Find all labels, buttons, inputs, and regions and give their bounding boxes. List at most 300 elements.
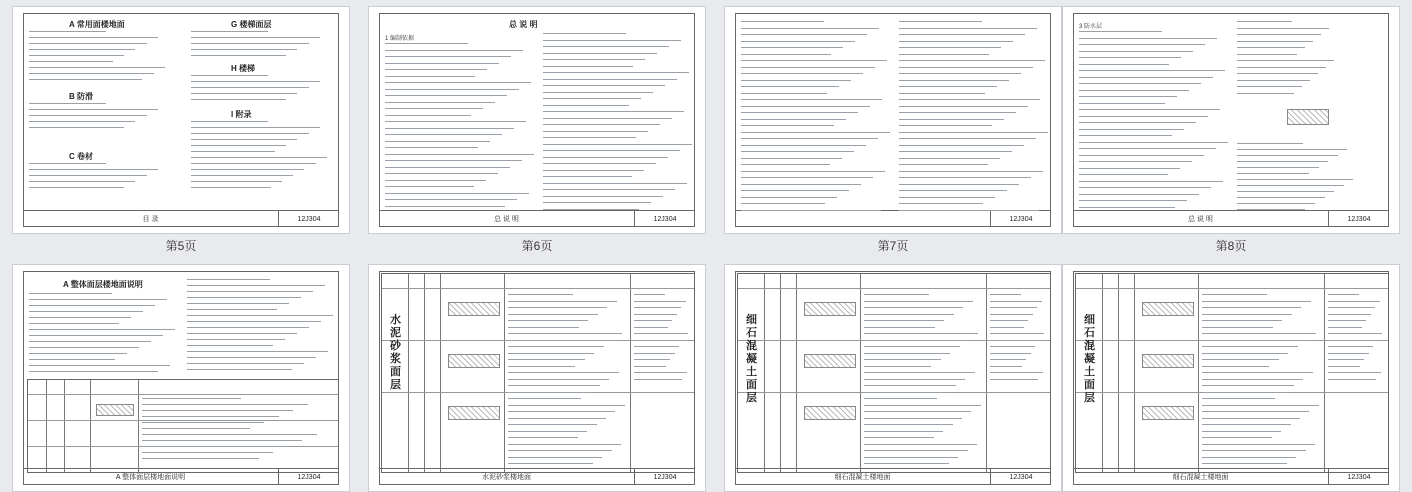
text-line — [1237, 143, 1303, 144]
page-thumbnail[interactable] — [1062, 264, 1400, 492]
text-line — [508, 424, 597, 425]
text-line — [29, 37, 158, 38]
text-line — [1202, 405, 1319, 406]
text-line — [741, 125, 834, 126]
text-line — [1079, 70, 1225, 71]
side-title: 细石混凝土面层 — [1084, 314, 1095, 404]
text-line — [508, 418, 606, 419]
text-line — [191, 145, 286, 146]
section-heading: 3 防水层 — [1079, 24, 1103, 30]
text-line — [741, 21, 824, 22]
page-label: 第6页 — [521, 239, 553, 253]
text-line — [29, 371, 158, 372]
text-line — [741, 106, 870, 107]
text-line — [187, 369, 292, 370]
text-line — [899, 67, 1033, 68]
text-line — [29, 329, 175, 330]
text-line — [191, 75, 268, 76]
text-line — [1079, 174, 1168, 175]
text-line — [1079, 207, 1175, 208]
text-line — [29, 115, 147, 116]
text-line — [29, 335, 163, 336]
text-line — [508, 450, 612, 451]
text-line — [741, 138, 878, 139]
text-line — [142, 440, 302, 441]
text-line — [1202, 294, 1267, 295]
text-line — [543, 46, 669, 47]
text-line — [508, 379, 609, 380]
text-line — [385, 134, 502, 135]
text-line — [1079, 148, 1216, 149]
text-line — [864, 372, 975, 373]
text-line — [508, 301, 617, 302]
text-line — [899, 184, 1019, 185]
text-line — [543, 66, 633, 67]
text-line — [899, 54, 989, 55]
text-line — [899, 145, 1024, 146]
page-thumbnail[interactable] — [1062, 6, 1400, 234]
text-line — [1237, 161, 1328, 162]
text-line — [990, 294, 1021, 295]
text-line — [1202, 366, 1269, 367]
text-line — [543, 144, 692, 145]
text-line — [1237, 34, 1321, 35]
text-line — [191, 133, 309, 134]
text-line — [1237, 197, 1325, 198]
text-line — [741, 34, 867, 35]
text-line — [142, 452, 273, 453]
text-line — [899, 99, 1040, 100]
text-line — [1237, 60, 1334, 61]
page-label: 第8页 — [1215, 239, 1247, 253]
index-heading: C 卷材 — [69, 152, 93, 161]
text-line — [1202, 359, 1279, 360]
table-column-divider — [796, 274, 797, 472]
floor-section-drawing — [448, 406, 500, 420]
text-line — [634, 340, 684, 341]
text-line — [187, 297, 301, 298]
text-line — [864, 405, 981, 406]
doc-heading: A 整体面层楼地面说明 — [63, 280, 143, 289]
title-block-title: 细石混凝土楼地面 — [1073, 469, 1329, 485]
text-line — [142, 422, 264, 423]
text-line — [1079, 161, 1192, 162]
text-line — [191, 87, 309, 88]
page-thumbnail[interactable] — [724, 6, 1062, 234]
text-line — [543, 40, 681, 41]
text-line — [142, 458, 259, 459]
text-line — [634, 379, 682, 380]
text-line — [191, 175, 293, 176]
drawing-sheet — [379, 13, 695, 227]
text-line — [191, 139, 297, 140]
text-line — [543, 131, 648, 132]
text-line — [191, 127, 320, 128]
doc-heading: 总 说 明 — [509, 20, 538, 29]
text-line — [508, 398, 581, 399]
text-line — [1202, 307, 1301, 308]
text-line — [543, 189, 675, 190]
page-thumbnail[interactable] — [12, 264, 350, 492]
text-line — [1079, 116, 1208, 117]
text-line — [1328, 333, 1382, 334]
drawing-sheet — [23, 13, 339, 227]
text-line — [385, 89, 519, 90]
text-line — [543, 150, 680, 151]
text-line — [899, 119, 1004, 120]
text-line — [1079, 122, 1196, 123]
text-line — [385, 63, 499, 64]
section-heading: 1 编制依据 — [385, 36, 415, 42]
text-line — [385, 186, 474, 187]
text-line — [899, 28, 1037, 29]
text-line — [191, 55, 286, 56]
title-block — [735, 210, 1051, 227]
index-heading: I 附录 — [231, 110, 252, 119]
text-line — [899, 203, 983, 204]
table-column-divider — [440, 274, 441, 472]
text-line — [741, 60, 887, 61]
text-line — [543, 163, 656, 164]
text-line — [1202, 398, 1275, 399]
text-line — [191, 121, 268, 122]
text-line — [864, 301, 973, 302]
text-line — [385, 50, 523, 51]
text-line — [1237, 80, 1310, 81]
text-line — [385, 82, 531, 83]
index-heading: G 楼梯面层 — [231, 20, 272, 29]
page-thumbnail[interactable] — [12, 6, 350, 234]
text-line — [741, 184, 861, 185]
text-line — [899, 197, 995, 198]
text-line — [142, 398, 241, 399]
text-line — [1328, 366, 1360, 367]
text-line — [1079, 168, 1180, 169]
text-line — [899, 86, 997, 87]
text-line — [187, 321, 321, 322]
text-line — [385, 193, 529, 194]
text-line — [741, 190, 849, 191]
text-line — [29, 163, 106, 164]
sheet-border — [735, 13, 1051, 227]
text-line — [864, 366, 931, 367]
drawing-sheet — [735, 13, 1051, 227]
text-line — [29, 341, 151, 342]
text-line — [899, 210, 1039, 211]
text-line — [1237, 47, 1305, 48]
text-line — [741, 86, 839, 87]
text-line — [385, 167, 510, 168]
text-line — [741, 28, 879, 29]
text-line — [29, 353, 127, 354]
table-column-divider — [1118, 274, 1119, 472]
text-line — [899, 106, 1028, 107]
text-line — [29, 31, 106, 32]
text-line — [741, 158, 842, 159]
construction-table — [1075, 273, 1389, 473]
text-line — [543, 202, 651, 203]
text-line — [1079, 135, 1172, 136]
text-line — [508, 320, 588, 321]
text-line — [29, 323, 119, 324]
text-line — [741, 41, 855, 42]
table-column-divider — [860, 274, 861, 472]
text-line — [634, 307, 681, 308]
text-line — [191, 93, 297, 94]
text-line — [29, 359, 115, 360]
page-thumbnail[interactable] — [368, 6, 706, 234]
title-block-title: 目 录 — [23, 211, 279, 227]
text-line — [1079, 77, 1213, 78]
text-line — [864, 457, 958, 458]
title-block-code: 12J304 — [297, 215, 321, 223]
text-line — [1237, 209, 1305, 210]
text-line — [191, 49, 297, 50]
title-block — [1073, 210, 1389, 227]
text-line — [990, 379, 1038, 380]
text-line — [864, 418, 962, 419]
text-line — [899, 190, 1007, 191]
drawing-sheet — [735, 271, 1051, 485]
floor-section-drawing — [1142, 354, 1194, 368]
drawing-sheet — [23, 271, 339, 485]
text-line — [385, 102, 495, 103]
page-label: 第5页 — [165, 239, 197, 253]
text-line — [187, 291, 313, 292]
text-line — [385, 173, 498, 174]
text-line — [864, 333, 978, 334]
text-line — [1079, 103, 1165, 104]
text-line — [142, 428, 250, 429]
text-line — [385, 56, 511, 57]
text-line — [741, 54, 831, 55]
text-line — [29, 49, 135, 50]
text-line — [543, 59, 645, 60]
text-line — [899, 47, 1001, 48]
drawing-sheet — [379, 271, 695, 485]
text-line — [385, 108, 483, 109]
text-line — [1079, 38, 1217, 39]
text-line — [899, 177, 1031, 178]
text-line — [1237, 185, 1344, 186]
title-block-code: 12J304 — [1009, 215, 1033, 223]
title-block-code: 12J304 — [1347, 473, 1371, 481]
text-line — [543, 72, 689, 73]
text-line — [1079, 187, 1211, 188]
text-line — [187, 309, 277, 310]
text-line — [543, 85, 665, 86]
text-line — [29, 305, 155, 306]
text-line — [1328, 301, 1380, 302]
text-line — [142, 434, 317, 435]
text-line — [1237, 191, 1334, 192]
floor-section-drawing — [804, 354, 856, 368]
text-line — [899, 80, 1009, 81]
text-line — [899, 171, 1043, 172]
text-line — [864, 411, 971, 412]
floor-section-drawing — [96, 404, 134, 416]
text-line — [29, 73, 154, 74]
text-line — [741, 164, 830, 165]
text-line — [634, 314, 677, 315]
text-line — [543, 118, 672, 119]
text-line — [1079, 57, 1181, 58]
text-line — [864, 431, 943, 432]
text-line — [29, 187, 124, 188]
table-column-divider — [1198, 274, 1199, 472]
table-column-divider — [408, 274, 409, 472]
text-line — [741, 171, 885, 172]
text-line — [1328, 314, 1371, 315]
text-line — [543, 196, 663, 197]
text-line — [864, 314, 954, 315]
text-line — [1328, 327, 1362, 328]
text-line — [543, 33, 626, 34]
text-line — [543, 176, 632, 177]
text-line — [1237, 73, 1318, 74]
side-title: 细石混凝土面层 — [746, 314, 757, 404]
text-line — [990, 327, 1024, 328]
text-line — [990, 359, 1026, 360]
drawing-sheet — [1073, 271, 1389, 485]
text-line — [1328, 307, 1375, 308]
text-line — [29, 79, 142, 80]
text-line — [1079, 64, 1169, 65]
text-line — [990, 340, 1040, 341]
text-line — [634, 294, 665, 295]
sheet-border — [23, 13, 339, 227]
text-line — [385, 141, 490, 142]
text-line — [864, 463, 949, 464]
text-line — [1079, 96, 1177, 97]
text-line — [864, 359, 941, 360]
text-line — [634, 301, 686, 302]
text-line — [864, 450, 968, 451]
drawing-sheet — [1073, 13, 1389, 227]
table-row-divider — [28, 394, 338, 395]
text-line — [899, 125, 992, 126]
table-column-divider — [504, 274, 505, 472]
text-line — [634, 372, 687, 373]
text-line — [191, 43, 309, 44]
text-line — [142, 446, 288, 447]
text-line — [1328, 294, 1359, 295]
text-line — [191, 81, 320, 82]
text-line — [1202, 346, 1298, 347]
text-line — [990, 353, 1031, 354]
text-line — [508, 463, 593, 464]
text-line — [29, 317, 131, 318]
index-heading: H 楼梯 — [231, 64, 255, 73]
text-line — [187, 279, 270, 280]
table-column-divider — [630, 274, 631, 472]
text-line — [1202, 411, 1309, 412]
table-column-divider — [424, 274, 425, 472]
text-line — [864, 346, 960, 347]
title-block-code: 12J304 — [653, 473, 677, 481]
text-line — [385, 206, 505, 207]
text-line — [634, 327, 668, 328]
text-line — [1202, 353, 1288, 354]
text-line — [508, 431, 587, 432]
text-line — [1328, 320, 1366, 321]
title-block-title: 总 说 明 — [1073, 211, 1329, 227]
text-line — [1079, 129, 1184, 130]
table-row-divider — [738, 288, 1050, 289]
table-column-divider — [1324, 274, 1325, 472]
text-line — [741, 177, 873, 178]
text-line — [741, 67, 875, 68]
text-line — [1202, 444, 1315, 445]
text-line — [741, 99, 882, 100]
text-line — [543, 137, 636, 138]
text-line — [1079, 109, 1220, 110]
text-line — [634, 353, 675, 354]
text-line — [990, 366, 1022, 367]
page-thumbnail[interactable] — [724, 264, 1062, 492]
text-line — [864, 379, 965, 380]
text-line — [385, 147, 478, 148]
text-line — [508, 411, 615, 412]
text-line — [508, 353, 594, 354]
title-block — [23, 210, 339, 227]
text-line — [29, 299, 167, 300]
text-line — [142, 410, 293, 411]
text-line — [864, 294, 929, 295]
text-line — [899, 112, 1016, 113]
text-line — [1237, 173, 1309, 174]
title-block-title: 细石混凝土楼地面 — [735, 469, 991, 485]
text-line — [899, 138, 1036, 139]
text-line — [191, 37, 320, 38]
text-line — [634, 320, 672, 321]
text-line — [864, 307, 963, 308]
title-block-title: 总 说 明 — [379, 211, 635, 227]
text-line — [1202, 450, 1306, 451]
text-line — [543, 92, 653, 93]
text-line — [741, 151, 854, 152]
page-thumbnail[interactable] — [368, 264, 706, 492]
table-column-divider — [986, 274, 987, 472]
text-line — [543, 124, 660, 125]
text-line — [741, 73, 863, 74]
text-line — [1202, 340, 1307, 341]
text-line — [29, 365, 170, 366]
text-line — [508, 437, 578, 438]
text-line — [741, 112, 858, 113]
text-line — [741, 93, 827, 94]
page-label: 第7页 — [877, 239, 909, 253]
text-line — [191, 151, 275, 152]
text-line — [864, 340, 969, 341]
text-line — [741, 80, 851, 81]
floor-section-drawing — [1142, 406, 1194, 420]
text-line — [1237, 28, 1329, 29]
text-line — [187, 327, 309, 328]
table-column-divider — [764, 274, 765, 472]
text-line — [741, 47, 843, 48]
text-line — [899, 132, 1048, 133]
text-line — [29, 103, 106, 104]
text-line — [187, 345, 273, 346]
text-line — [990, 301, 1042, 302]
construction-table — [381, 273, 695, 473]
text-line — [1237, 67, 1326, 68]
text-line — [864, 392, 947, 393]
table-column-divider — [1134, 274, 1135, 472]
text-line — [1079, 200, 1187, 201]
title-block-code: 12J304 — [653, 215, 677, 223]
